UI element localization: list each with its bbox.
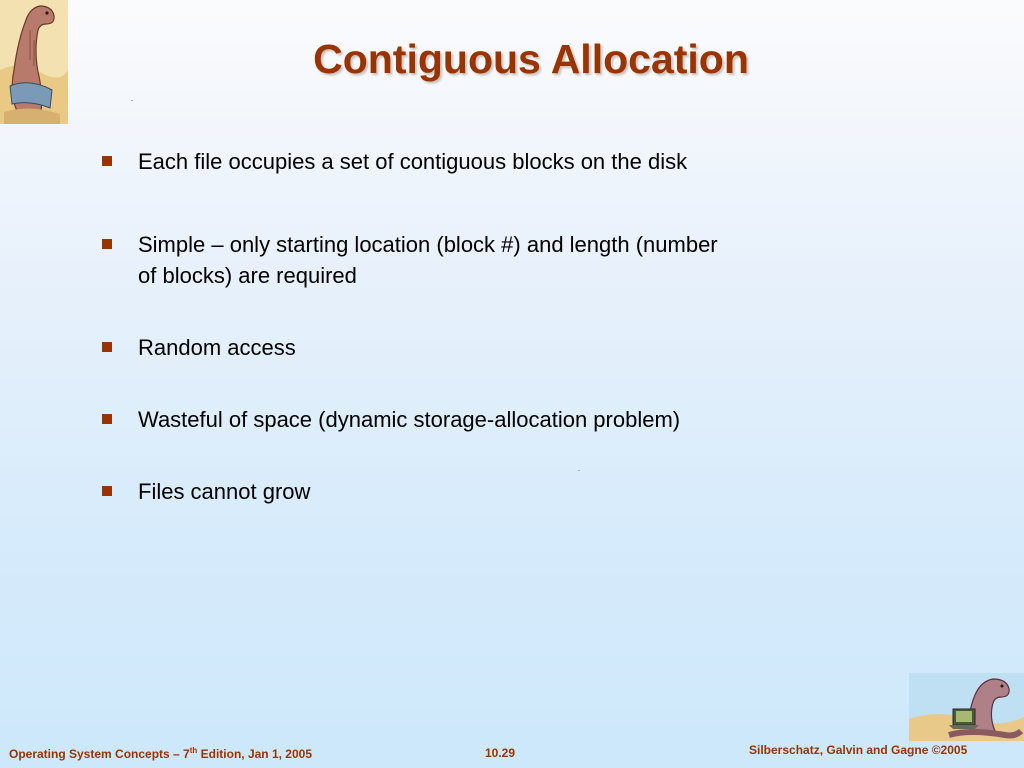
square-bullet-icon (102, 486, 112, 496)
dinosaur-laptop-icon (909, 673, 1024, 741)
square-bullet-icon (102, 239, 112, 249)
slide-title: Contiguous Allocation (313, 36, 749, 82)
bullet-item (100, 476, 310, 507)
square-bullet-icon (102, 414, 112, 424)
bullet-text: Wasteful of space (dynamic storage-allocation problem) (138, 407, 681, 432)
footer-edition-text: Edition, Jan 1, 2005 (197, 747, 313, 761)
square-bullet-icon (102, 342, 112, 352)
dot-artifact (131, 100, 133, 101)
square-bullet-icon (102, 156, 112, 166)
dot-artifact (578, 470, 580, 471)
bullet-item (100, 229, 718, 291)
bullet-item (100, 146, 687, 177)
footer-book-title (9, 746, 312, 761)
bullet-text: Each file occupies a set of contiguous blocks on the disk (138, 149, 688, 174)
footer-authors: Silberschatz, Galvin and Gagne ©2005 (749, 743, 968, 757)
bullet-text: Simple – only starting location (block #) and length (number (138, 232, 718, 257)
footer-edition-superscript: th (189, 746, 198, 755)
bullet-text-continued: of blocks) are required (138, 263, 357, 288)
bullet-text: Files cannot grow (138, 479, 311, 504)
bullet-item (100, 404, 680, 435)
footer-page-number: 10.29 (485, 746, 516, 760)
bullet-item (100, 332, 296, 363)
bullet-text: Random access (138, 335, 296, 360)
footer-book-text: Operating System Concepts – 7 (9, 747, 190, 761)
